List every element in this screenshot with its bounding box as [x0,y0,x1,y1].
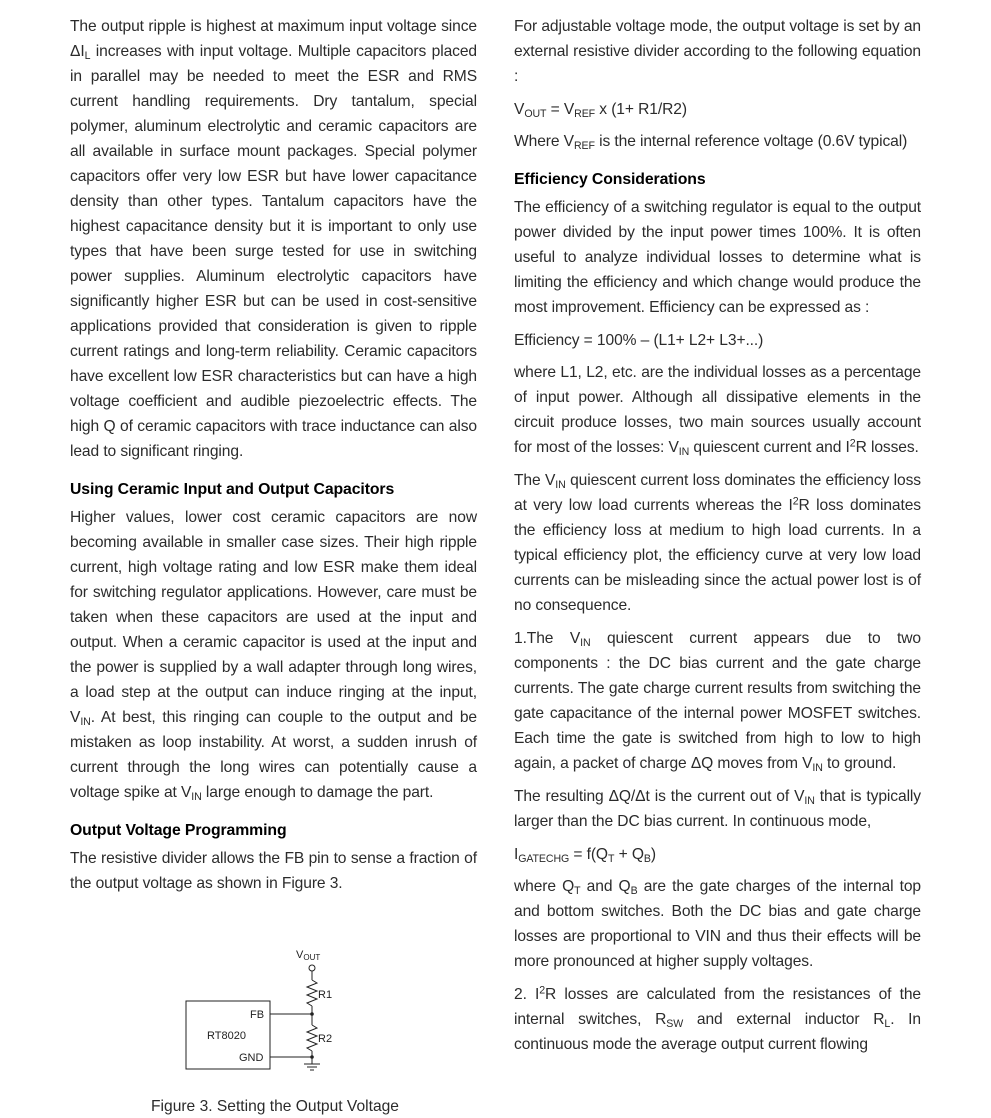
paragraph-where-qt-qb: where $Q_T$ and $Q_B$ are the gate charges of the internal top and bottom switches. Both the DC bias and gate charge losses are proportional to VIN and thus their effects will be more pronounced at higher supply voltages. [514,878,922,970]
figure-caption: Figure 3. Setting the Output Voltage [151,1098,399,1115]
equation-vout: $V_{OUT} = V_{REF}$ x (1+ R1/R2) [514,101,687,120]
paragraph-efficiency: The efficiency of a switching regulator is equal to the output power divided by the input power times 100%. It is often useful to analyze individual losses to determine what is limiting the efficiency and which change would produce the most improvement. Efficiency can be expressed as : [514,199,921,316]
heading-output-voltage-programming: Output Voltage Programming [70,822,287,839]
paragraph-where-vref: Where $V_{REF}$ is the internal reference voltage (0.6V typical) [514,133,908,152]
vout-terminal [309,965,315,971]
right-column [514,14,921,1065]
paragraph-resulting-current: The resulting ΔQ/Δt is the current out of $V_{IN}$ that is typically larger than the DC bias current. In continuous mode, [514,788,921,830]
figure-3-schematic [140,940,410,1118]
paragraph-individual-losses: where L1, L2, etc. are the individual losses as a percentage of input power. Although all dissipative elements in the circuit produce losses, two main sources usually account for most of the losses: $V_{IN}$ quiescent current and $I^2R$ losses. [514,364,921,458]
paragraph-ceramic-capacitors: Higher values, lower cost ceramic capacitors are now becoming available in smaller case sizes. Their high ripple current, high voltage rating and low ESR make them ideal for switching regulator applications. However, care must be taken when these capacitors are used at the input and output. When a ceramic capacitor is used at the input and the power is supplied by a wall adapter through long wires, a load step at the output can induce ringing at the input, $V_{IN}$. At best, this ringing can couple to the output and be mistaken as loop instability. At worst, a sudden inrush of current through the long wires can potentially cause a voltage spike at $V_{IN}$ large enough to damage the part. [70,509,477,803]
resistor-r1 [307,980,317,1006]
fb-pin-label: FB [250,1009,265,1021]
paragraph-vin-quiescent-loss: The $V_{IN}$ quiescent current loss dominates the efficiency loss at very low load currents whereas the $I^2R$ loss dominates the efficiency loss at medium to high load currents. In a typical efficiency plot, the efficiency curve at very low load currents can be misleading since the actual power lost is of no consequence. [514,472,921,614]
r1-label: R1 [318,989,333,1001]
equation-efficiency: Efficiency = 100% – (L1+ L2+ L3+...) [514,332,764,349]
r2-label: R2 [318,1033,333,1045]
heading-ceramic-capacitors: Using Ceramic Input and Output Capacitors [70,481,395,498]
fb-node [310,1012,314,1016]
chip-label: RT8020 [207,1030,246,1042]
left-column [70,14,477,904]
gnd-pin-label: GND [239,1052,264,1064]
vout-label: VOUT [296,949,321,962]
paragraph-item-2: 2. $I^2R$ losses are calculated from the resistances of the internal switches, $R_{SW}$ and external inductor $R_L$. In continuous mode the average output current flowing [514,984,921,1053]
heading-efficiency-considerations: Efficiency Considerations [514,171,706,188]
paragraph-output-ripple: The output ripple is highest at maximum input voltage since $\Delta I_L$ increases with input voltage. Multiple capacitors placed in parallel may be needed to meet the ESR and RMS current handling requirements. Dry tantalum, special polymer, aluminum electrolytic and ceramic capacitors are all available in surface mount packages. Special polymer capacitors offer very low ESR but have lower capacitance density than other types. Tantalum capacitors have the highest capacitance density but it is important to only use types that have been surge tested for use in switching power supplies. Aluminum electrolytic capacitors have significantly higher ESR but can be used in cost-sensitive applications provided that consideration is given to ripple current ratings and long-term reliability. Ceramic capacitors have excellent low ESR characteristics but can have a high voltage coefficient and audible piezoelectric effects. The high Q of ceramic capacitors with trace inductance can also lead to significant ringing. [70,18,477,460]
paragraph-item-1: 1.The $V_{IN}$ quiescent current appears due to two components : the DC bias current and the gate charge currents. The gate charge current results from switching the gate capacitance of the internal power MOSFET switches. Each time the gate is switched from high to low to high again, a packet of charge ΔQ moves from $V_{IN}$ to ground. [514,630,921,774]
resistor-r2 [307,1025,317,1051]
gnd-node [310,1055,314,1059]
equation-igatechg: $I_{GATECHG} = f(Q_T + Q_B)$ [514,846,656,865]
paragraph-adjustable-mode: For adjustable voltage mode, the output voltage is set by an external resistive divider according to the following equation : [514,18,921,85]
schematic-diagram [140,940,410,1100]
paragraph-resistive-divider: The resistive divider allows the FB pin to sense a fraction of the output voltage as shown in Figure 3. [70,850,477,892]
